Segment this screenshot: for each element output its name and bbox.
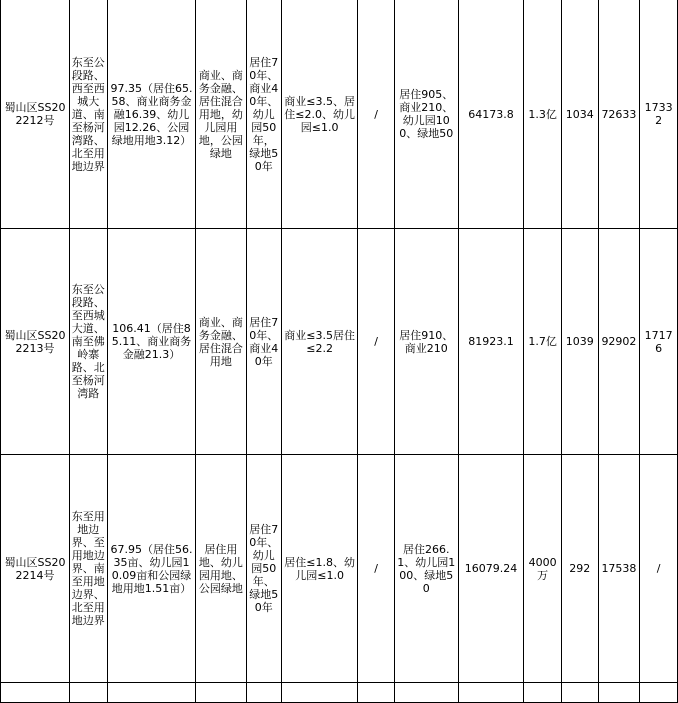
empty-cell [246,683,282,703]
start-price: 居住905、商业210、幼儿园100、绿地50 [394,0,458,229]
empty-cell [282,683,358,703]
land-use: 居住用地、幼儿园用地、公园绿地 [196,455,246,683]
empty-cell [69,683,107,703]
parcel-code: 蜀山区SS202213号 [1,229,70,455]
land-use: 商业、商务金融、居住混合用地 [196,229,246,455]
empty-cell [561,683,598,703]
floor-area: 81923.1 [458,229,524,455]
value-col-3: / [640,455,678,683]
plot-ratio: 商业≤3.5居住≤2.2 [282,229,358,455]
empty-cell [1,683,70,703]
table-row-partial [1,683,678,703]
parcel-boundary: 东至公段路、西至西城大道、南至杨河湾路、北至用地边界 [69,0,107,229]
empty-cell [107,683,196,703]
value-col-2: 92902 [598,229,640,455]
parcel-code: 蜀山区SS202214号 [1,455,70,683]
total-price: 1.3亿 [524,0,562,229]
value-col-1: 1039 [561,229,598,455]
total-price: 4000万 [524,455,562,683]
empty-cell: / [358,455,395,683]
value-col-1: 1034 [561,0,598,229]
floor-area: 16079.24 [458,455,524,683]
value-col-1: 292 [561,455,598,683]
parcel-area: 97.35（居住65.58、商业商务金融16.39、幼儿园12.26、公园绿地用地3.12） [107,0,196,229]
table-row [1,0,678,229]
parcel-boundary: 东至用地边界、至用地边界、南至用地边界、北至用地边界 [69,455,107,683]
use-term: 居住70年、商业40年 [246,229,282,455]
empty-cell: / [358,0,395,229]
land-use: 商业、商务金融、居住混合用地，幼儿园用地，公园绿地 [196,0,246,229]
empty-cell [394,683,458,703]
start-price: 居住910、商业210 [394,229,458,455]
value-col-2: 17538 [598,455,640,683]
parcel-boundary: 东至公段路、至西城大道、南至佛岭寨路、北至杨河湾路 [69,229,107,455]
parcel-code: 蜀山区SS202212号 [1,0,70,229]
table-row [1,455,678,683]
floor-area: 64173.8 [458,0,524,229]
empty-cell [358,683,395,703]
table-row [1,229,678,455]
empty-cell [458,683,524,703]
empty-cell [640,683,678,703]
start-price: 居住266.1、幼儿园100、绿地50 [394,455,458,683]
total-price: 1.7亿 [524,229,562,455]
value-col-2: 72633 [598,0,640,229]
plot-ratio: 居住≤1.8、幼儿园≤1.0 [282,455,358,683]
value-col-3: 17176 [640,229,678,455]
value-col-3: 17332 [640,0,678,229]
parcel-area: 67.95（居住56.35亩、幼儿园10.09亩和公园绿地用地1.51亩） [107,455,196,683]
empty-cell [524,683,562,703]
empty-cell: / [358,229,395,455]
use-term: 居住70年、商业40年、幼儿园50年，绿地50年 [246,0,282,229]
use-term: 居住70年、幼儿园50年、绿地50年 [246,455,282,683]
plot-ratio: 商业≤3.5、居住≤2.0、幼儿园≤1.0 [282,0,358,229]
parcel-area: 106.41（居住85.11、商业商务金融21.3） [107,229,196,455]
empty-cell [598,683,640,703]
empty-cell [196,683,246,703]
